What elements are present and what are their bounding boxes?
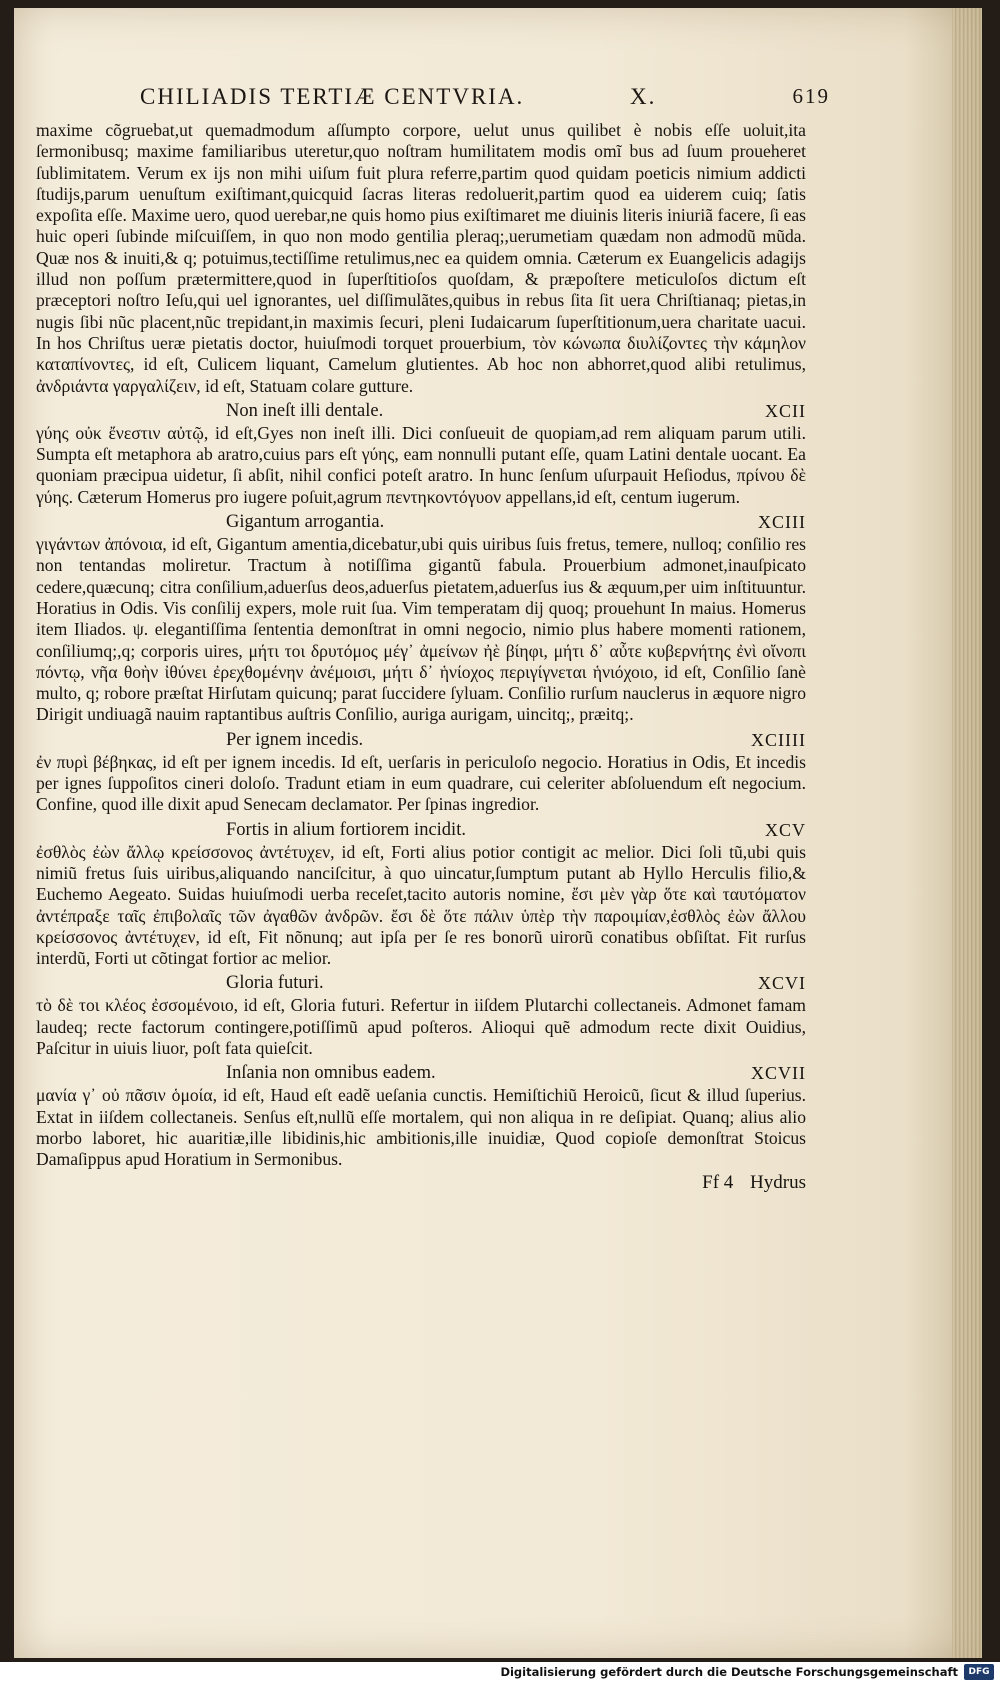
- adage-title: Gloria futuri.: [226, 973, 324, 994]
- adage-heading: [36, 512, 806, 534]
- intro-paragraph: maxime cõgruebat,ut quemadmodum aſſumpto corpore, uelut unus quilibet è nobis eſſe uoluit,ita ſermonibusq; maxime familiaribus uteretur,quo noſtram humilitatem modis omĩ bus ad ſuum proueheret ſublimitatem. Verum ex ijs non mihi uiſum fuit plura referre,partim quod quidam poeticis nimium addicti ſtudijs,parum uenuſtum exiſtimant,quicquid ſacras literas redoluerit,partim quod ea uiderem cuiq; ſatis expoſita eſſe. Maxime uero, quod uerebar,ne quis homo pius exiſtimaret me diuinis literis iniuriã facere, ſi eas huic operi ſubinde miſcuiſſem, in quo non modo gentilia pleraq;,uerumetiam quædam non admodũ mũda. Quæ nos & inuiti,& q; potuimus,tectiſſime retulimus,nec ea quidem omnia. Cæterum ex Euangelicis adagijs illud non poſſum prætermittere,quod in ſuperſtitioſos quoſdam, & præpoſtere meticuloſos dictum eſt præceptori noſtro Ieſu,qui uel ignorantes, uel diſſimulãtes,quibus in rebus ſita ſit uera Chriſtianaq; pietas,in nugis ſibi nũc placent,nũc trepidant,in maximis ſecuri, pleni Iudaicarum ſuperſtitionum,uera charitate uacui. In hos Chriſtus ueræ pietatis doctor, huiuſmodi torquet prouerbium, τὸν κώνωπα διυλίζοντες τὴν κάμηλον καταπίνοντες, id eſt, Culicem liquant, Camelum glutientes. Ab hoc non abhorret,quod alibi retulimus, ἀνδριάντα γαργαλίζειν, id eſt, Statuam colare gutture.: [36, 120, 806, 396]
- adage-text: μανία γ᾽ οὐ πᾶσιν ὁμοία, id eſt, Haud eſt eadẽ ueſania cunctis. Hemiſtichiũ Heroicũ, ſicut & illud ſuperius. Extat in iiſdem collectaneis. Senſus eſt,nullũ eſſe mortalem, qui non aliqua in re deſipiat. Quanq; alius alio morbo laboret, hic auaritiæ,ille libidinis,hic ambitionis,ille inuidiæ, Quod copioſe demonſtrat Stoicus Damaſippus apud Horatium in Sermonibus.: [36, 1085, 806, 1170]
- page-edge: [952, 8, 982, 1658]
- page-text: [36, 120, 806, 1194]
- signature-line: [36, 1172, 806, 1193]
- adage-title: Fortis in alium fortiorem incidit.: [226, 819, 466, 840]
- adage-title: Gigantum arrogantia.: [226, 512, 385, 533]
- adage-text: γιγάντων ἀπόνοια, id eſt, Gigantum amentia,dicebatur,ubi quis uiribus ſuis fretus, temere, nulloq; conſilio res non tentandas moliretur. Tractum à notiſſima gigantũ fabula. Prouerbium admonet,inauſpicato cedere,quæcunq; citra conſilium,aduerſus deos,aduerſus pietatem,aduerſus ius & æquum,per uim inſtituuntur. Horatius in Odis. Vis conſilij expers, mole ruit ſua. Vim temperatam dij quoq; prouehunt In maius. Homerus item Iliados. ψ. elegantiſſima ſententia demonſtrat in omni negocio, nimio plus habere momenti rationem, conſiliumq;,q; corporis uires, μήτι τοι δρυτόμος μέγ᾽ ἀμείνων ἠὲ βίηφι, μήτι δ᾽ αὖτε κυβερνήτης ἐνὶ οἴνοπι πόντῳ, νῆα θοὴν ἰθύνει ἐρεχθομένην ἀνέμοισι, μήτι δ᾽ ἡνίοχος περιγίγνεται ἡνιόχοιο, id eſt, Conſilio ſanè multo, q; robore præſtat Hirſutam quicunq; parat ſuccidere ſyluam. Conſilio rurſum nauclerus in æquore nigro Dirigit undiuagã nauim raptantibus auſtris Conſilio, auriga aurigam, uincitq;, præitq;.: [36, 534, 806, 725]
- adage-number: XCVI: [758, 973, 806, 994]
- adage-heading: [36, 973, 806, 995]
- adage-number: XCV: [764, 819, 806, 840]
- funding-credit: Digitalisierung gefördert durch die Deutsche Forschungsgemeinschaft: [500, 1665, 958, 1679]
- adage-number: XCIII: [758, 512, 806, 533]
- adage-entry: [36, 1063, 806, 1170]
- dfg-logo: DFG: [964, 1664, 994, 1680]
- credit-bar: [0, 1662, 1000, 1684]
- adage-text: γύης οὐκ ἔνεστιν αὐτῷ, id eſt,Gyes non ineſt illi. Dici conſueuit de quopiam,ad rem aliquam parum utili. Sumpta eſt metaphora ab aratro,cuius pars eſt γύης, eam nonnulli putant eſſe, quam Latini dentale uocant. Ea quoniam præcipua uidetur, ſi abſit, nihil confici poteſt aratro. In hunc ſenſum uſurpauit Heſiodus, πρίνου δὲ γύης. Cæterum Homerus pro iugere poſuit,agrum πεντηκοντόγυον appellans,id eſt, centum iugerum.: [36, 422, 806, 507]
- catchword: Hydrus: [750, 1172, 806, 1194]
- adage-title: Non ineſt illi dentale.: [226, 400, 384, 421]
- adage-heading: [36, 820, 806, 842]
- adage-entry: [36, 401, 806, 508]
- adage-number: XCII: [765, 400, 806, 421]
- adage-number: XCVII: [751, 1063, 806, 1084]
- adage-entry: [36, 973, 806, 1059]
- adage-heading: [36, 401, 806, 423]
- adage-heading: [36, 730, 806, 752]
- adage-number: XCIIII: [751, 729, 806, 750]
- signature-mark: Ff 4: [702, 1172, 734, 1194]
- adage-text: τὸ δὲ τοι κλέος ἐσσομένοιο, id eſt, Gloria futuri. Refertur in iiſdem Plutarchi collectaneis. Admonet famam laudeq; recte factorum contingere,potiſſimũ apud poſteros. Alioqui quẽ admodum recte dixit Ouidius, Paſcitur in uiuis liuor, poſt fata quieſcit.: [36, 995, 806, 1058]
- adage-entry: [36, 512, 806, 726]
- page-number: 619: [792, 84, 830, 108]
- adage-title: Inſania non omnibus eadem.: [226, 1063, 436, 1084]
- adage-text: ἐσθλὸς ἐὼν ἄλλῳ κρείσσονος ἀντέτυχεν, id eſt, Forti alius potior contigit ac melior. Dici ſoli tũ,ubi quis nimiũ fretus ſuis uiribus,aliquando nanciſcitur, à quo uincatur,ſumptum putant ab Hyllo Herculis filio,& Euchemo Aegeato. Suidas huiuſmodi uerba receſet,tacito autoris nomine, ἔσι μὲν γὰρ ὅτε καὶ ταυτόματον ἀντέπραξε ταῖς ἐπιβολαῖς τῶν ἀγαθῶν ἀνδρῶν. ἔσι δὲ ὅτε πάλιν ὑπὲρ τὴν παροιμίαν,ἐσθλὸς ἐὼν ἄλλου κρείσσονος ἀντέτυχεν, id eſt, Fit nõnunq; aut ipſa per ſe res bonorũ uirorũ conatibus obſiſtat. Fit rurſus interdũ, Forti ut cõtingat fortior ac melior.: [36, 841, 806, 969]
- adage-entry: [36, 730, 806, 816]
- adage-heading: [36, 1063, 806, 1085]
- adage-title: Per ignem incedis.: [226, 729, 364, 750]
- adage-entry: [36, 820, 806, 970]
- running-head-title: CHILIADIS TERTIÆ CENTVRIA.: [140, 84, 525, 109]
- running-head-section: X.: [630, 84, 657, 109]
- adage-text: ἐν πυρὶ βέβηκας, id eſt per ignem incedis. Id eſt, uerſaris in periculoſo negocio. Horatius in Odis, Et incedis per ignes ſuppoſitos cineri doloſo. Tradunt etiam in eum quadrare, cui celeriter abſoluendum eſt negocium. Confine, quod ille dixit apud Senecam declamator. Per ſpinas ingredior.: [36, 751, 806, 815]
- running-head: [140, 84, 830, 114]
